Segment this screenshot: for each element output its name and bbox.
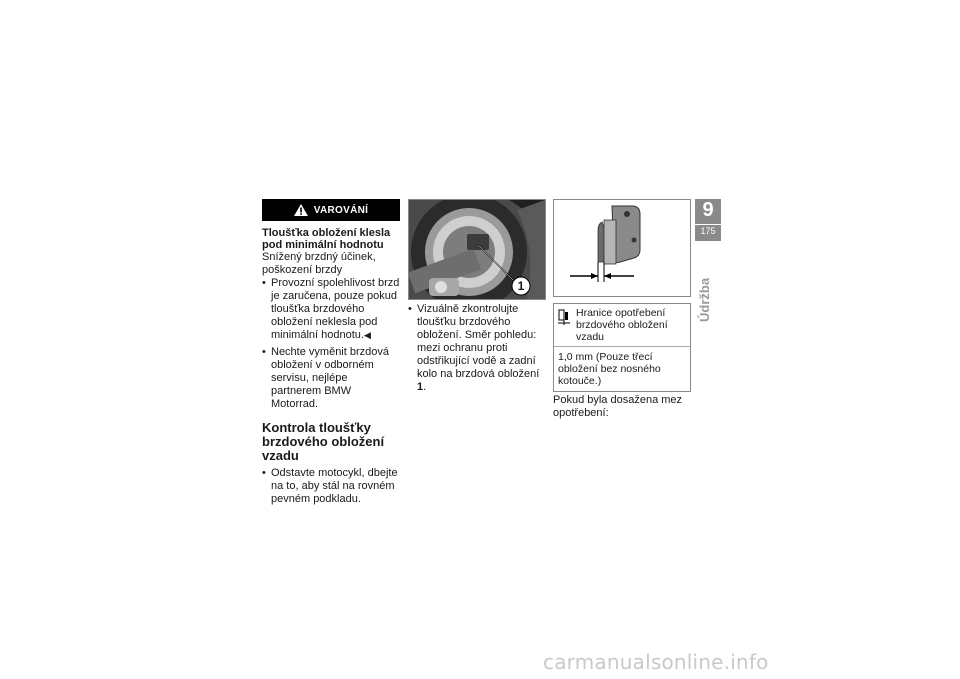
warning-label: VAROVÁNÍ: [313, 204, 369, 216]
section-title: Kontrola tloušťky brzdového obložení vzadu: [262, 420, 385, 463]
warning-banner: [262, 199, 400, 221]
wear-limit-text: Pokud byla dosažena mez opotřebení:: [553, 394, 683, 419]
warning-title: Tloušťka obložení klesla pod minimální hodnotu: [262, 227, 391, 251]
chapter-tab: [695, 199, 721, 241]
spec-header-text: Hranice opotřebení brzdového obložení vzadu: [576, 307, 668, 343]
spec-header: [554, 304, 690, 347]
spec-value: 1,0 mm (Pouze třecí obložení bez nosného kotouče.): [558, 351, 661, 387]
column-left: [262, 199, 400, 510]
warning-triangle-icon: [294, 204, 308, 216]
section-bullets: [262, 467, 400, 506]
watermark: carmanualsonline.info: [543, 650, 769, 674]
warning-bullets: [262, 277, 400, 411]
inspection-bullets: [408, 303, 546, 394]
callout-number: 1: [517, 279, 525, 293]
page-number: 175: [695, 224, 721, 237]
chapter-number: 9: [702, 199, 714, 221]
chapter-label: Údržba: [697, 277, 712, 322]
brake-pad-icon: [554, 200, 690, 296]
list-item: • Nechte vyměnit brzdová obložení v odborném servisu, nejlépe partnerem BMW Motorrad.: [262, 346, 400, 411]
column-right: [553, 199, 691, 420]
end-mark-icon: ◀: [363, 330, 371, 340]
list-item: • Vizuálně zkontrolujte tloušťku brzdového obložení. Směr pohledu: mezi ochranu proti odstřikující vodě a zadní kolo na brzdová obložení 1.: [408, 303, 546, 394]
list-item: • Odstavte motocykl, dbejte na to, aby stál na rovném pevném podkladu.: [262, 467, 400, 506]
brake-pad-diagram: [553, 199, 691, 297]
brake-pad-spec-icon: [558, 309, 576, 343]
column-middle: [408, 199, 546, 398]
warning-text: Snížený brzdný účinek, poškození brzdy: [262, 251, 376, 276]
list-item: • Provozní spolehlivost brzd je zaručena, pouze pokud tloušťka brzdového obložení neklesla pod minimální hodnotu.◀: [262, 277, 400, 342]
spec-table: [553, 303, 691, 392]
brake-photo: [408, 199, 546, 300]
